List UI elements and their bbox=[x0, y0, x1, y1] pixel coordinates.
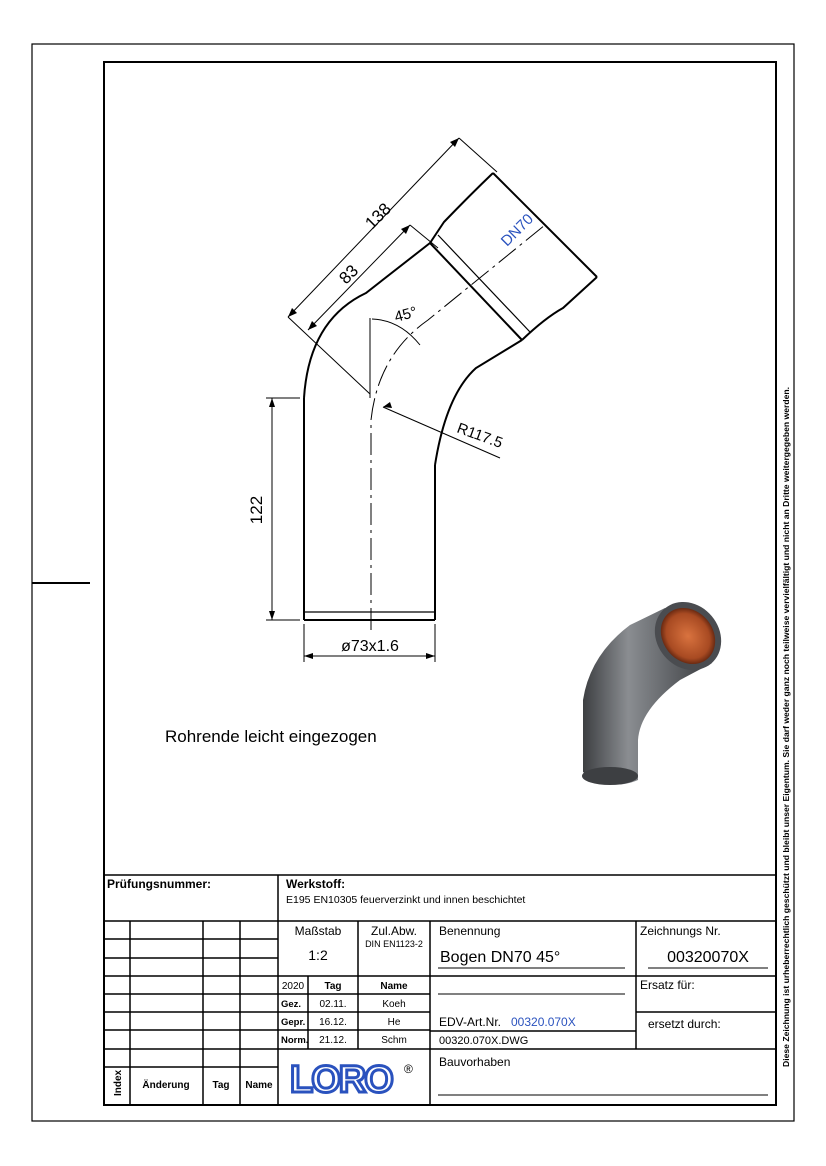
logo-text: LORO bbox=[290, 1059, 392, 1101]
zulabw-label: Zul.Abw. bbox=[370, 924, 418, 938]
dim-diameter: ø73x1.6 bbox=[341, 638, 399, 655]
massstab-value: 1:2 bbox=[308, 947, 328, 963]
norm-tag: 21.12. bbox=[319, 1035, 347, 1046]
dim-overall-length: 138 bbox=[361, 199, 395, 233]
dwg-file: 00320.070X.DWG bbox=[439, 1035, 529, 1047]
massstab-label: Maßstab bbox=[294, 924, 342, 938]
rev-tag-label: Tag bbox=[212, 1080, 230, 1091]
gez-label: Gez. bbox=[281, 999, 302, 1010]
name-header: Name bbox=[380, 981, 408, 992]
edv-label: EDV-Art.Nr. bbox=[439, 1015, 502, 1029]
gepr-label: Gepr. bbox=[281, 1017, 306, 1028]
werkstoff-label: Werkstoff: bbox=[286, 877, 346, 891]
dim-radius: R117.5 bbox=[454, 419, 505, 452]
dim-inner-length: 83 bbox=[335, 261, 363, 288]
werkstoff-value: E195 EN10305 feuerverzinkt und innen beschichtet bbox=[286, 894, 526, 906]
logo-registered: ® bbox=[404, 1062, 413, 1076]
gepr-name: He bbox=[387, 1017, 401, 1028]
rev-index-label: Index bbox=[113, 1069, 124, 1096]
loro-logo bbox=[290, 1059, 413, 1101]
elbow-drawing bbox=[304, 173, 597, 620]
zeichnungsnr-label: Zeichnungs Nr. bbox=[640, 924, 721, 938]
copyright-note: Diese Zeichnung ist urheberrechtlich geschützt und bleibt unser Eigentum. Sie darf weder ganz noch teilweise vervielfältigt und nicht an Dritte weitergegeben werden. bbox=[781, 387, 791, 1067]
gepr-tag: 16.12. bbox=[319, 1017, 347, 1028]
dim-angle: 45° bbox=[392, 303, 419, 326]
year: 2020 bbox=[281, 981, 305, 992]
zulabw-value: DIN EN1123-2 bbox=[365, 939, 423, 949]
nominal-size-label: DN70 bbox=[497, 210, 537, 250]
tag-header: Tag bbox=[324, 981, 342, 992]
zeichnungsnr-value: 00320070X bbox=[667, 949, 749, 966]
pipe-end-note: Rohrende leicht eingezogen bbox=[165, 727, 377, 746]
norm-label: Norm. bbox=[281, 1035, 309, 1046]
benennung-label: Benennung bbox=[439, 924, 501, 938]
pruefungsnummer-label: Prüfungsnummer: bbox=[107, 877, 212, 891]
benennung-value: Bogen DN70 45° bbox=[440, 949, 561, 966]
dim-straight-height: 122 bbox=[247, 495, 266, 525]
bauvorhaben-label: Bauvorhaben bbox=[439, 1055, 511, 1069]
rev-name-label: Name bbox=[245, 1080, 273, 1091]
norm-name: Schm bbox=[381, 1035, 407, 1046]
gez-name: Koeh bbox=[382, 999, 406, 1010]
ersatz-fuer-label: Ersatz für: bbox=[640, 978, 695, 992]
elbow-3d-render bbox=[582, 588, 735, 785]
ersetzt-durch-label: ersetzt durch: bbox=[648, 1017, 721, 1031]
gez-tag: 02.11. bbox=[319, 999, 347, 1010]
rev-aenderung-label: Änderung bbox=[142, 1080, 190, 1091]
edv-value: 00320.070X bbox=[511, 1015, 576, 1029]
